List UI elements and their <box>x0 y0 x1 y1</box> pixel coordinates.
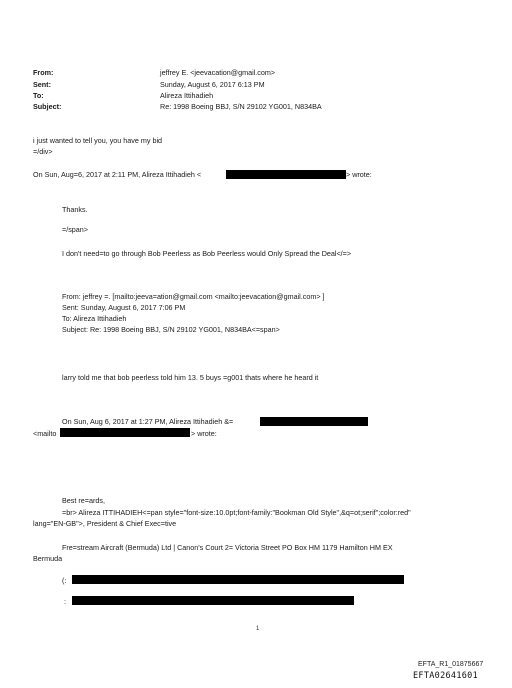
page-number: 1 <box>256 626 260 632</box>
phone-1-prefix: (: <box>62 576 67 585</box>
redaction-bar <box>226 170 346 179</box>
from-label: From: <box>33 68 54 77</box>
subject-label: Subject: <box>33 102 62 111</box>
second-reply-prefix: On Sun, Aug 6, 2017 at 1:27 PM, Alireza Ittihadieh &= <box>62 417 234 426</box>
body-line-2: =/div> <box>33 147 53 156</box>
to-value: Alireza Ittihadieh <box>160 91 214 100</box>
phone-2-prefix: : <box>64 597 66 606</box>
sent-value: Sunday, August 6, 2017 6:13 PM <box>160 80 265 89</box>
redaction-bar <box>72 596 354 605</box>
from-value: jeffrey E. <jeevacation@gmail.com> <box>160 68 276 77</box>
best-regards: Best re=ards, <box>62 496 105 505</box>
mailto-suffix: > wrote: <box>191 429 217 438</box>
reply-intro-suffix: > wrote: <box>346 170 372 179</box>
sent-label: Sent: <box>33 80 51 89</box>
bates-ref-2: EFTA02641601 <box>413 671 479 681</box>
redaction-bar <box>260 417 368 426</box>
redaction-bar <box>60 428 190 437</box>
larry-text: larry told me that bob peerless told him 13. 5 buys =g001 thats where he heard it <box>62 373 319 382</box>
mailto-prefix: <mailto <box>33 429 57 438</box>
quoted-to: To: Alireza Ittihadieh <box>62 314 127 323</box>
bates-ref-1: EFTA_R1_01875667 <box>418 661 484 668</box>
signature-br-line: =br> Alireza ITTIHADIEH<=pan style="font-size:10.0pt;font-family:"Bookman Old Style",&q=ot;serif";color:red" <box>62 508 411 517</box>
quoted-sent: Sent: Sunday, August 6, 2017 7:06 PM <box>62 303 186 312</box>
subject-value: Re: 1998 Boeing BBJ, S/N 29102 YG001, N834BA <box>160 102 322 111</box>
dont-need-text: I don't need=to go through Bob Peerless as Bob Peerless would Only Spread the Deal</=> <box>62 249 352 258</box>
to-label: To: <box>33 91 44 100</box>
bermuda-text: Bermuda <box>33 554 63 563</box>
quoted-from: From: jeffrey =. [mailto:jeeva=ation@gmail.com <mailto:jeevacation@gmail.com> ] <box>62 292 325 301</box>
signature-lang-line: lang="EN-GB">, President & Chief Exec=tive <box>33 519 177 528</box>
thanks-text: Thanks. <box>62 205 88 214</box>
quoted-subject: Subject: Re: 1998 Boeing BBJ, S/N 29102 YG001, N834BA<=span> <box>62 325 280 334</box>
company-address: Fre=stream Aircraft (Bermuda) Ltd | Canon's Court 2= Victoria Street PO Box HM 1179 Hamilton HM EX <box>62 543 393 552</box>
body-line-1: i just wanted to tell you, you have my bid <box>33 136 163 145</box>
span-close-text: =/span> <box>62 225 88 234</box>
reply-intro-prefix: On Sun, Aug=6, 2017 at 2:11 PM, Alireza Ittihadieh < <box>33 170 202 179</box>
redaction-bar <box>72 575 404 584</box>
